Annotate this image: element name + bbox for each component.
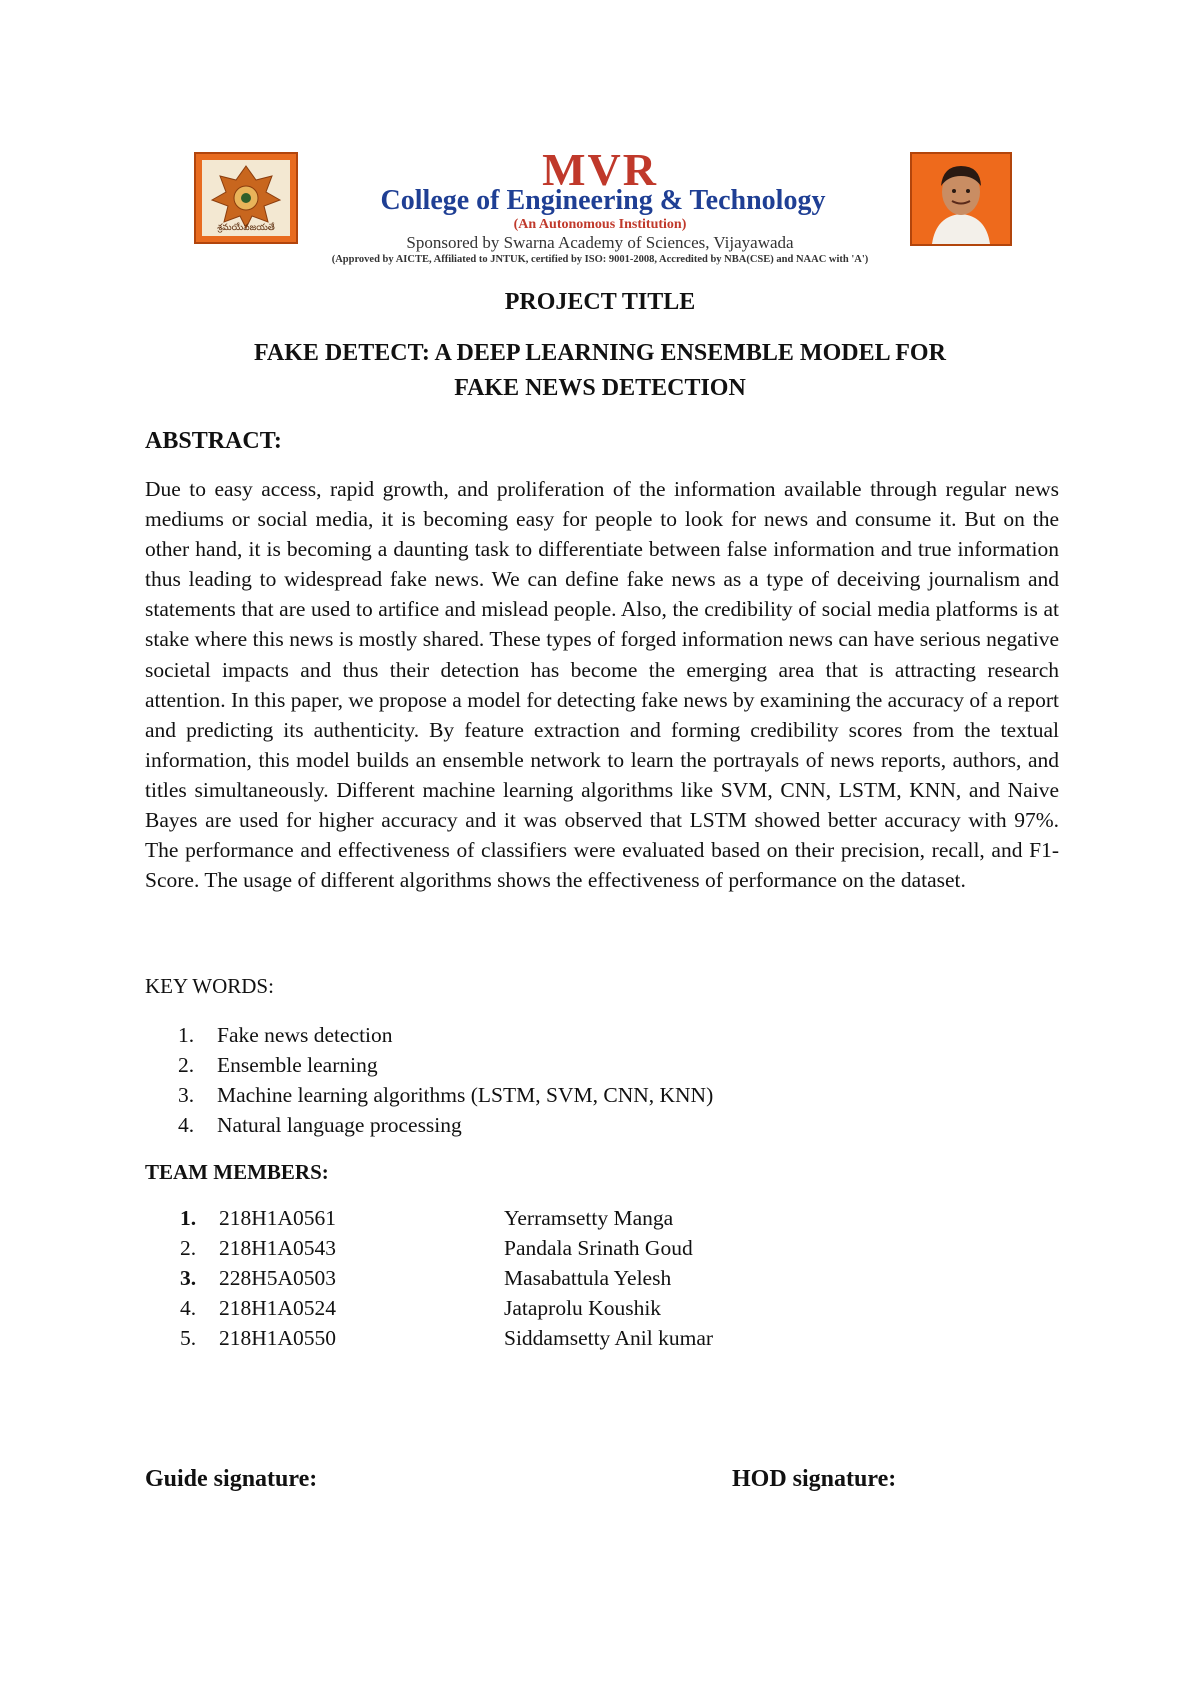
team-member-row [180, 1233, 713, 1263]
keywords-list [178, 1020, 713, 1140]
keyword-item [178, 1110, 713, 1140]
portrait-icon [912, 154, 1010, 244]
hod-signature-label: HOD signature: [732, 1466, 897, 1492]
member-roll-number: 218H1A0561 [219, 1206, 337, 1230]
member-roll-number: 218H1A0543 [219, 1236, 337, 1260]
member-name: Pandala Srinath Goud [504, 1236, 693, 1260]
member-number: 4. [180, 1296, 197, 1320]
team-member-row [180, 1203, 713, 1233]
keyword-text: Ensemble learning [217, 1053, 378, 1077]
keyword-item [178, 1080, 713, 1110]
abstract-text: Due to easy access, rapid growth, and proliferation of the information available through regular news mediums or social media, it is becoming easy for people to look for news and consume it. But on the other hand, it is becoming a daunting task to differentiate between false information and true information thus leading to widespread fake news. We can define fake news as a type of deceiving journalism and statements that are used to artifice and mislead people. Also, the credibility of social media platforms is at stake where this news is mostly shared. These types of forged information news can have serious negative societal impacts and thus their detection has become the emerging area that is attracting research attention. In this paper, we propose a model for detecting fake news by examining the accuracy of a report and predicting its authenticity. By feature extraction and forming credibility scores from the textual information, this model builds an ensemble network to learn the portrayals of news reports, authors, and titles simultaneously. Different machine learning algorithms like SVM, CNN, LSTM, KNN, and Naive Bayes are used for higher accuracy and it was observed that LSTM showed better accuracy with 97%. The performance and effectiveness of classifiers were evaluated based on their precision, recall, and F1-Score. The usage of different algorithms shows the effectiveness of performance on the dataset. [145, 477, 1059, 893]
keywords-heading-colon: : [268, 974, 274, 998]
keywords-heading [145, 974, 274, 999]
team-members-list [180, 1203, 713, 1353]
abstract-heading: ABSTRACT: [145, 428, 282, 454]
accreditation-line: (Approved by AICTE, Affiliated to JNTUK, certified by ISO: 9001-2008, Accredited by NBA(CSE) and NAAC with 'A') [331, 254, 869, 265]
member-name: Siddamsetty Anil kumar [504, 1326, 714, 1350]
keyword-number: 4. [178, 1113, 195, 1137]
emblem-motto: శ్రమయేవజయతే [217, 223, 275, 233]
team-members-heading: TEAM MEMBERS: [145, 1160, 329, 1184]
member-roll-number: 228H5A0503 [219, 1266, 337, 1290]
keyword-number: 1. [178, 1023, 195, 1047]
member-number: 2. [180, 1236, 197, 1260]
keyword-number: 3. [178, 1083, 195, 1107]
autonomous-status: (An Autonomous Institution) [513, 217, 687, 232]
sponsor-line: Sponsored by Swarna Academy of Sciences, Vijayawada [406, 233, 794, 252]
member-number: 3. [180, 1266, 197, 1290]
keyword-text: Machine learning algorithms (LSTM, SVM, CNN, KNN) [217, 1083, 714, 1107]
founder-photo [910, 152, 1012, 246]
member-roll-number: 218H1A0550 [219, 1326, 337, 1350]
team-member-row [180, 1293, 713, 1323]
college-name: College of Engineering & Technology [380, 185, 826, 216]
member-roll-number: 218H1A0524 [219, 1296, 337, 1320]
keyword-item [178, 1050, 713, 1080]
member-name: Jataprolu Koushik [504, 1296, 662, 1320]
team-member-row [180, 1263, 713, 1293]
keyword-number: 2. [178, 1053, 195, 1077]
keyword-text: Fake news detection [217, 1023, 393, 1047]
project-title-line-2: FAKE NEWS DETECTION [454, 375, 746, 401]
member-name: Masabattula Yelesh [504, 1266, 672, 1290]
guide-signature-label: Guide signature: [145, 1466, 318, 1492]
keyword-text: Natural language processing [217, 1113, 462, 1137]
keyword-item [178, 1020, 713, 1050]
institution-short-name: MVR [542, 144, 658, 195]
project-title-label: PROJECT TITLE [504, 289, 696, 315]
member-number: 1. [180, 1206, 197, 1230]
team-member-row [180, 1323, 713, 1353]
member-number: 5. [180, 1326, 197, 1350]
keywords-heading-text: KEY WORDS [145, 974, 269, 998]
project-title-line-1: FAKE DETECT: A DEEP LEARNING ENSEMBLE MODEL FOR [254, 340, 946, 366]
member-name: Yerramsetty Manga [504, 1206, 674, 1230]
